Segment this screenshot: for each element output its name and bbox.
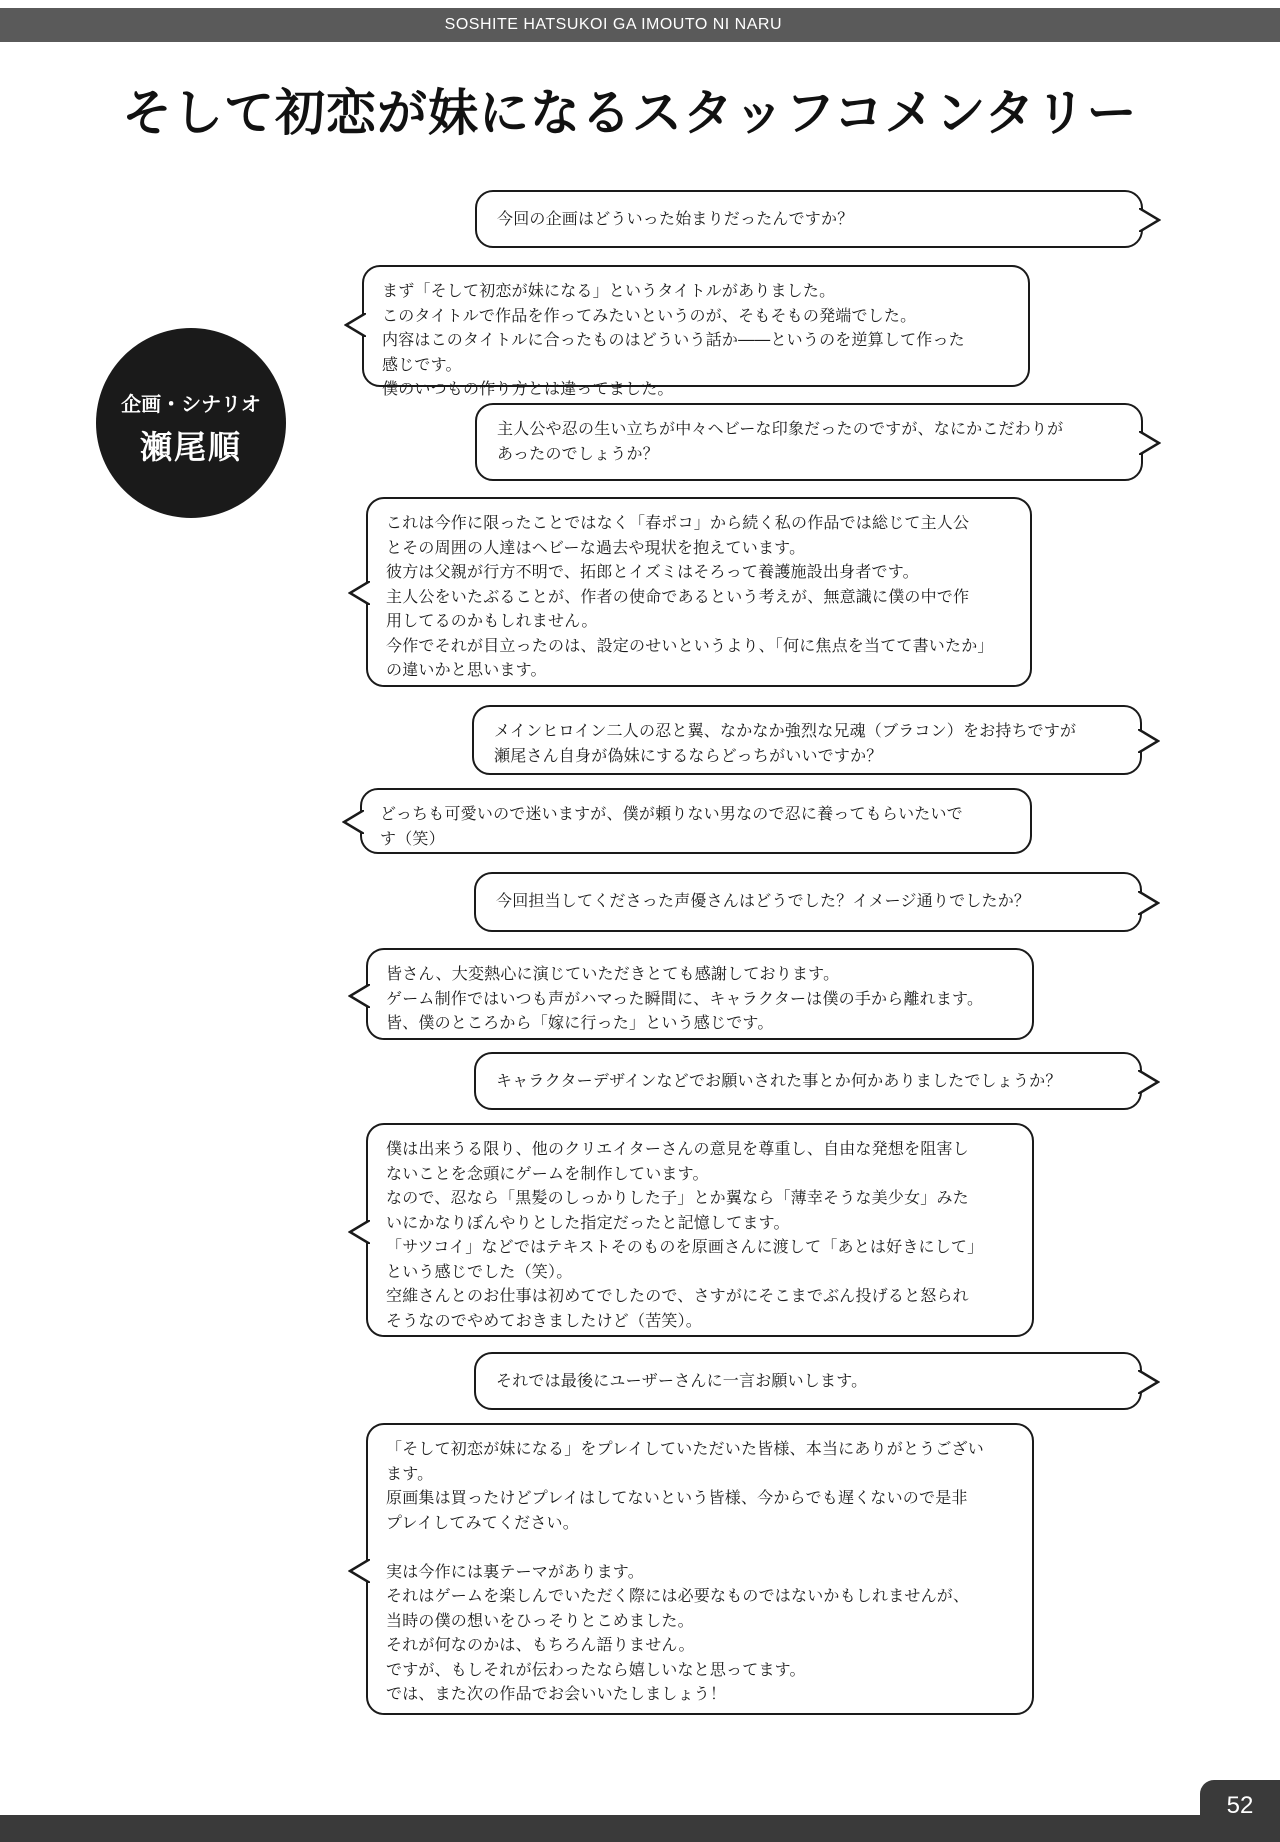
question-bubble [472, 705, 1142, 775]
page-number: 52 [1200, 1780, 1280, 1842]
bubble-tail [348, 581, 370, 605]
answer-bubble [360, 788, 1032, 854]
question-bubble [475, 190, 1143, 248]
answer-bubble [366, 948, 1034, 1040]
bubble-tail [1138, 1370, 1160, 1394]
bubble-tail [348, 984, 370, 1008]
question-text: 主人公や忍の生い立ちが中々ヘビーな印象だったのですが、なにかこだわりが あったのでしょうか？ [497, 419, 1064, 463]
staff-badge [96, 328, 286, 518]
answer-bubble [366, 497, 1032, 687]
question-bubble [474, 1052, 1142, 1110]
staff-name: 瀬尾順 [139, 428, 242, 466]
bubble-tail [1139, 431, 1161, 455]
bubble-tail [348, 1220, 370, 1244]
answer-bubble [366, 1123, 1034, 1337]
bubble-tail [1138, 891, 1160, 915]
question-text: メインヒロイン二人の忍と翼、なかなか強烈な兄魂（ブラコン）をお持ちですが 瀬尾さん自身が偽妹にするならどっちがいいですか？ [494, 721, 1077, 765]
bubble-tail [344, 313, 366, 337]
answer-text: 皆さん、大変熱心に演じていただきとても感謝しております。 ゲーム制作ではいつも声がハマった瞬間に、キャラクターは僕の手から離れます。 皆、僕のところから「嫁に行った」という感じです。 [386, 964, 984, 1032]
answer-text: どっちも可愛いので迷いますが、僕が頼りない男なので忍に養ってもらいたいで す（笑） [380, 804, 963, 848]
bubble-tail [1138, 729, 1160, 753]
bubble-tail [1138, 1070, 1160, 1094]
bubble-tail [342, 810, 364, 834]
bubble-tail [1139, 208, 1161, 232]
answer-text: 僕は出来うる限り、他のクリエイターさんの意見を尊重し、自由な発想を阻害し ないことを念頭にゲームを制作しています。 なので、忍なら「黒髪のしっかりした子」とか翼なら「薄幸そうな美少女」みた いにかなりぼんやりとした指定だったと記憶してます。 「サツコイ」などではテキストそのものを原画さんに渡して「あとは好きにして」 という感じでした（笑）。 空維さんとのお仕事は初めてでしたので、さすがにそこまでぶん投げると怒られ そうなのでやめておきましたけど（苦笑）。 [386, 1139, 984, 1330]
footer-bar [0, 1815, 1280, 1842]
question-bubble [474, 1352, 1142, 1410]
answer-bubble [366, 1423, 1034, 1715]
question-text: それでは最後にユーザーさんに一言お願いします。 [496, 1371, 868, 1390]
question-bubble [474, 872, 1142, 932]
question-text: 今回の企画はどういった始まりだったんですか？ [497, 209, 854, 228]
series-title: SOSHITE HATSUKOI GA IMOUTO NI NARU [444, 16, 782, 33]
question-text: キャラクターデザインなどでお願いされた事とか何かありましたでしょうか？ [496, 1071, 1062, 1090]
answer-bubble [362, 265, 1030, 398]
bubble-tail [348, 1559, 370, 1583]
question-bubble [475, 403, 1143, 481]
answer-text: これは今作に限ったことではなく「春ポコ」から続く私の作品では総じて主人公 とその周囲の人達はヘビーな過去や現状を抱えています。 彼方は父親が行方不明で、拓郎とイズミはそろって養護施設出身者です。 主人公をいたぶることが、作者の使命であるという考えが、無意識に僕の中で作 用してるのかもしれません。 今作でそれが目立ったのは、設定のせいというより、「何に焦点を当てて書いたか」 の違いかと思います。 [386, 513, 994, 679]
answer-text: 「そして初恋が妹になる」をプレイしていただいた皆様、本当にありがとうござい ます。 原画集は買ったけどプレイはしてないという皆様、今からでも遅くないので是非 プレイしてみてください。 実は今作には裏テーマがあります。 それはゲームを楽しんでいただく際には必要なものではないかもしれませんが、 当時の僕の想いをひっそりとこめました。 それが何なのかは、もちろん語りません。 ですが、もしそれが伝わったなら嬉しいなと思ってます。 では、また次の作品でお会いいたしましょう！ [386, 1439, 984, 1703]
staff-role: 企画・シナリオ [121, 392, 261, 416]
question-text: 今回担当してくださった声優さんはどうでした？イメージ通りでしたか？ [496, 891, 1031, 910]
answer-text: まず「そして初恋が妹になる」というタイトルがありました。 このタイトルで作品を作ってみたいというのが、そもそもの発端でした。 内容はこのタイトルに合ったものはどういう話か――というのを逆算して作った 感じです。 僕のいつもの作り方とは違ってました。 [382, 281, 965, 398]
page-title: そして初恋が妹になるスタッフコメンタリー [122, 84, 1138, 142]
